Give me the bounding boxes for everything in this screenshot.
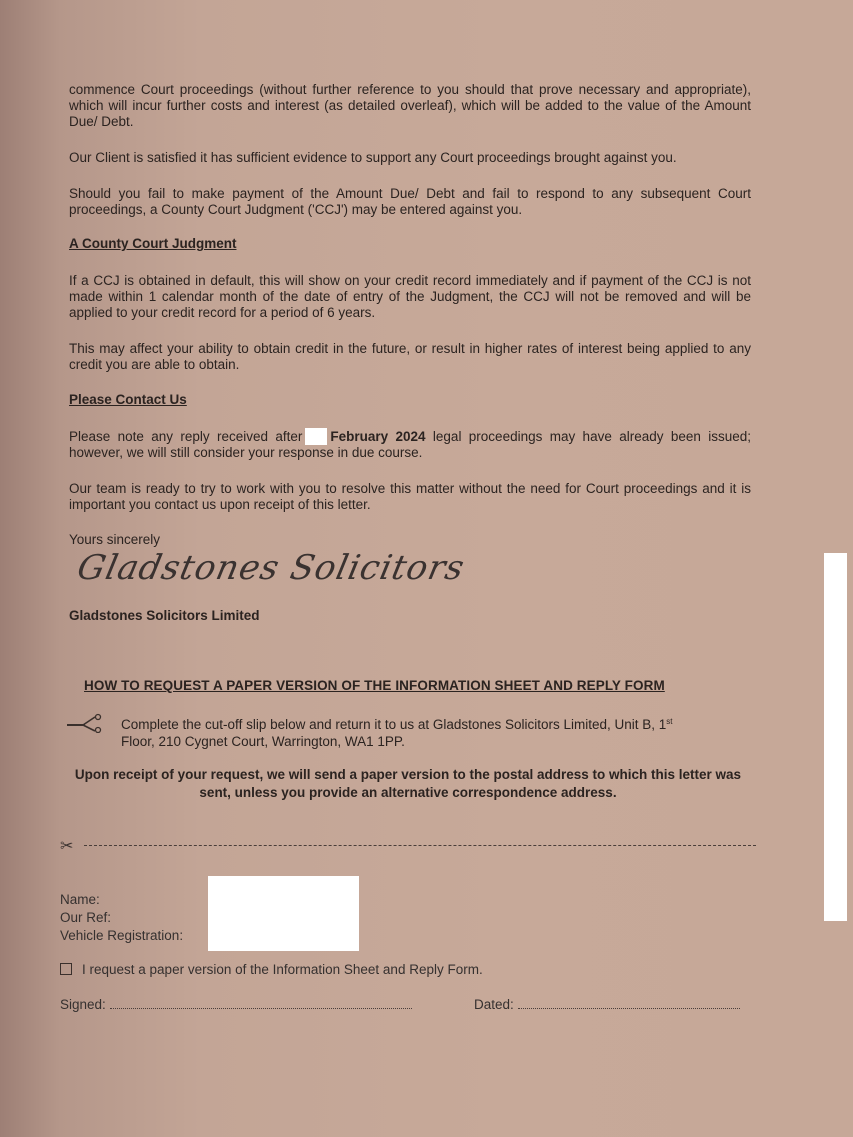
reply-deadline-text-end: legal proceedings may have already been issued; however, we will still consider your response in due course. bbox=[69, 429, 751, 460]
instruction-line-2: Floor, 210 Cygnet Court, Warrington, WA1 1PP. bbox=[121, 734, 405, 749]
paper-version-heading: HOW TO REQUEST A PAPER VERSION OF THE INFORMATION SHEET AND REPLY FORM bbox=[84, 678, 665, 693]
paragraph-team-ready: Our team is ready to try to work with you to resolve this matter without the need for Court proceedings and it is important you contact us upon receipt of this letter. bbox=[69, 481, 751, 512]
reply-deadline-text-start: Please note any reply received after bbox=[69, 429, 303, 444]
cut-line bbox=[60, 838, 760, 854]
heading-please-contact-us: Please Contact Us bbox=[69, 392, 187, 407]
paper-version-request-row[interactable] bbox=[60, 962, 483, 978]
dated-label: Dated: bbox=[474, 997, 514, 1012]
receipt-notice: Upon receipt of your request, we will send a paper version to the postal address to which this letter was sent, unless you provide an alternative correspondence address. bbox=[74, 767, 742, 800]
dashed-line bbox=[84, 845, 756, 846]
cut-off-instruction-text bbox=[121, 713, 761, 750]
cut-line-scissors-icon: ✂ bbox=[60, 838, 74, 855]
closing-yours-sincerely: Yours sincerely bbox=[69, 532, 161, 547]
signed-line[interactable] bbox=[110, 998, 412, 1009]
dated-line[interactable] bbox=[518, 998, 740, 1009]
paragraph-ccj-default: If a CCJ is obtained in default, this will show on your credit record immediately and if payment of the CCJ is not made within 1 calendar month of the date of entry of the Judgment, the CCJ will not be removed and will be applied to your credit record for a period of 6 years. bbox=[69, 273, 751, 320]
instruction-line-1: Complete the cut-off slip below and return it to us at Gladstones Solicitors Limited, Unit B, 1 bbox=[121, 717, 667, 732]
heading-county-court-judgment: A County Court Judgment bbox=[69, 236, 237, 251]
paragraph-evidence: Our Client is satisfied it has sufficient evidence to support any Court proceedings brought against you. bbox=[69, 150, 677, 165]
paragraph-ccj-warning: Should you fail to make payment of the Amount Due/ Debt and fail to respond to any subsequent Court proceedings, a County Court Judgment ('CCJ') may be entered against you. bbox=[69, 186, 751, 217]
paragraph-reply-deadline bbox=[69, 428, 751, 461]
paragraph-court-proceedings: commence Court proceedings (without further reference to you should that prove necessary and appropriate), which will incur further costs and interest (as detailed overleaf), which will be added to the value of the Amount Due/ Debt. bbox=[69, 82, 751, 129]
redaction-bar bbox=[824, 553, 847, 921]
reply-deadline-date: February 2024 bbox=[330, 429, 426, 444]
company-name: Gladstones Solicitors Limited bbox=[69, 608, 260, 623]
paragraph-credit-effect: This may affect your ability to obtain credit in the future, or result in higher rates of interest being applied to any credit you are able to obtain. bbox=[69, 341, 751, 372]
checkbox-label: I request a paper version of the Information Sheet and Reply Form. bbox=[82, 962, 483, 977]
our-ref-label: Our Ref: bbox=[60, 910, 112, 925]
instruction-superscript: st bbox=[666, 717, 673, 726]
redacted-details-box bbox=[208, 876, 359, 951]
scissors-icon bbox=[65, 713, 105, 733]
dated-field bbox=[474, 997, 740, 1012]
checkbox-icon[interactable] bbox=[60, 963, 72, 975]
handwritten-signature: Gladstones Solicitors bbox=[73, 548, 469, 588]
vehicle-registration-label: Vehicle Registration: bbox=[60, 928, 184, 943]
redacted-day bbox=[305, 428, 327, 445]
signed-field bbox=[60, 997, 412, 1012]
signed-label: Signed: bbox=[60, 997, 106, 1012]
slip-details bbox=[60, 891, 183, 945]
name-label: Name: bbox=[60, 892, 100, 907]
